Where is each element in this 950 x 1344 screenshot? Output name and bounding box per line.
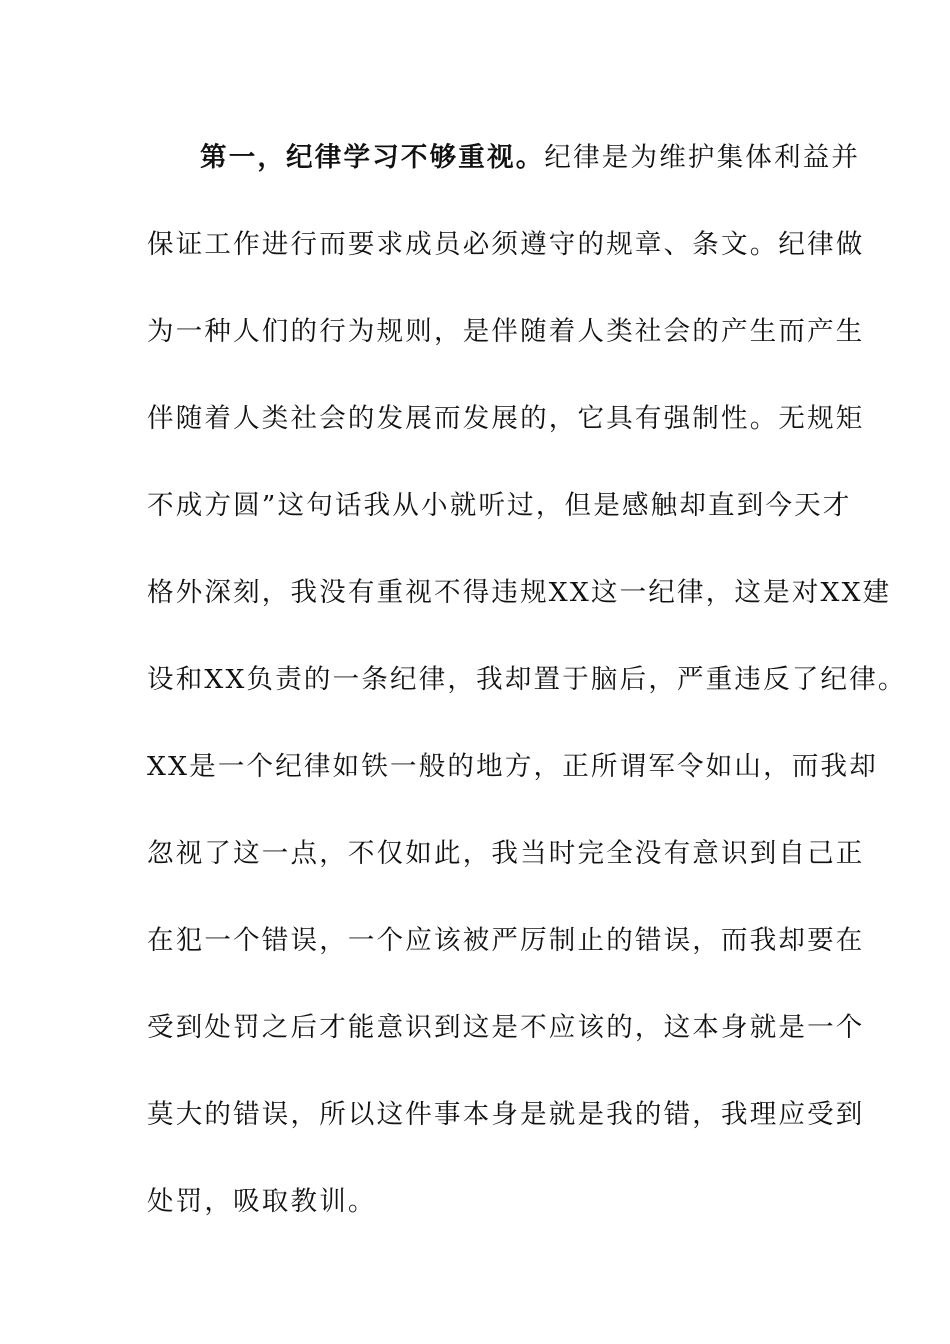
- paragraph-line-4: 伴随着人类社会的发展而发展的，它具有强制性。无规矩: [147, 403, 865, 434]
- paragraph-line-10: 在犯一个错误，一个应该被严厉制止的错误，而我却要在: [147, 925, 865, 956]
- paragraph-line-9: 忽视了这一点，不仅如此，我当时完全没有意识到自己正: [147, 838, 865, 869]
- paragraph-line-2: 保证工作进行而要求成员必须遵守的规章、条文。纪律做: [147, 229, 865, 260]
- paragraph-line-12: 莫大的错误，所以这件事本身是就是我的错，我理应受到: [147, 1099, 865, 1130]
- paragraph-line-7: 设和XX负责的一条纪律，我却置于脑后，严重违反了纪律。: [147, 664, 907, 695]
- paragraph-line-1: [200, 136, 880, 180]
- paragraph-line-1-text: 纪律是为维护集体利益并: [544, 142, 861, 173]
- paragraph-line-13: 处罚，吸取教训。: [147, 1186, 377, 1217]
- paragraph-line-3: 为一种人们的行为规则，是伴随着人类社会的产生而产生: [147, 316, 865, 347]
- paragraph-line-8: XX是一个纪律如铁一般的地方，正所谓军令如山，而我却: [147, 751, 878, 782]
- paragraph-line-6: 格外深刻，我没有重视不得违规XX这一纪律，这是对XX建: [147, 577, 892, 608]
- paragraph-heading: 第一，纪律学习不够重视。: [200, 142, 545, 173]
- paragraph-line-11: 受到处罚之后才能意识到这是不应该的，这本身就是一个: [147, 1012, 865, 1043]
- paragraph-line-5: 不成方圆”这句话我从小就听过，但是感触却直到今天才: [147, 490, 852, 521]
